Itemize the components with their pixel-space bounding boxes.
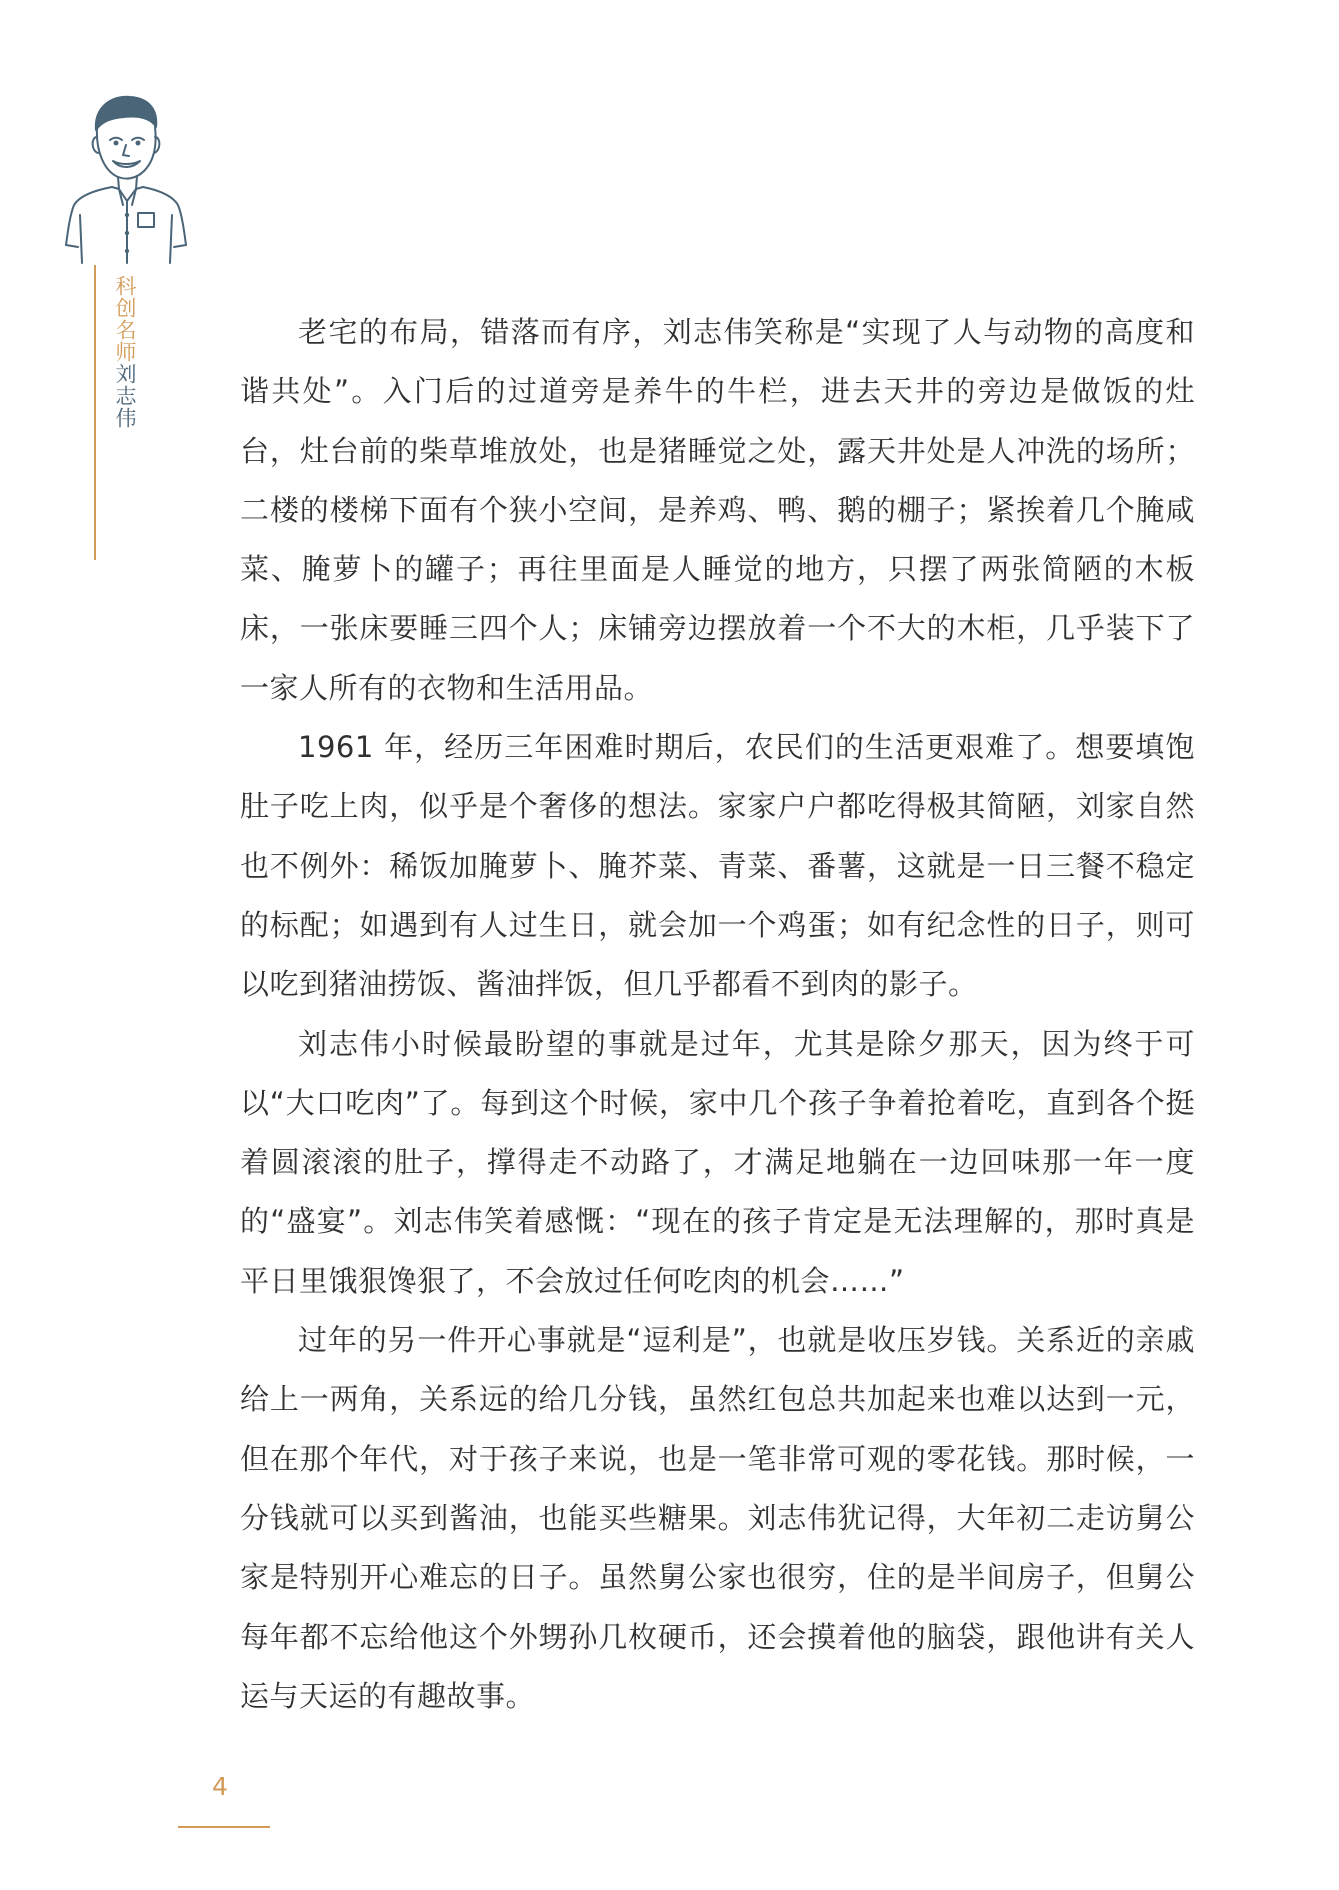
body-text	[240, 303, 1195, 1726]
page-number-rule	[178, 1826, 270, 1828]
series-title	[106, 275, 138, 429]
paragraph: 1961 年，经历三年困难时期后，农民们的生活更艰难了。想要填饱肚子吃上肉，似乎是个奢侈的想法。家家户户都吃得极其简陋，刘家自然也不例外：稀饭加腌萝卜、腌芥菜、青菜、番薯，这就是一日三餐不稳定的标配；如遇到有人过生日，就会加一个鸡蛋；如有纪念性的日子，则可以吃到猪油捞饭、酱油拌饭，但几乎都看不到肉的影子。	[240, 730, 1195, 1002]
portrait-illustration	[60, 95, 190, 265]
series-name-text: 刘志伟	[113, 363, 137, 429]
series-accent-text: 科创名师	[113, 275, 137, 363]
paragraph: 过年的另一件开心事就是“逗利是”，也就是收压岁钱。关系近的亲戚给上一两角，关系远的给几分钱，虽然红包总共加起来也难以达到一元，但在那个年代，对于孩子来说，也是一笔非常可观的零花钱。那时候，一分钱就可以买到酱油，也能买些糖果。刘志伟犹记得，大年初二走访舅公家是特别开心难忘的日子。虽然舅公家也很穷，住的是半间房子，但舅公每年都不忘给他这个外甥孙几枚硬币，还会摸着他的脑袋，跟他讲有关人运与天运的有趣故事。	[240, 1323, 1195, 1713]
margin-header	[60, 95, 200, 475]
page-number: 4	[212, 1772, 228, 1801]
margin-rule	[94, 265, 96, 560]
paragraph: 刘志伟小时候最盼望的事就是过年，尤其是除夕那天，因为终于可以“大口吃肉”了。每到这个时候，家中几个孩子争着抢着吃，直到各个挺着圆滚滚的肚子，撑得走不动路了，才满足地躺在一边回味那一年一度的“盛宴”。刘志伟笑着感慨：“现在的孩子肯定是无法理解的，那时真是平日里饿狠馋狠了，不会放过任何吃肉的机会……”	[240, 1026, 1195, 1298]
paragraph: 老宅的布局，错落而有序，刘志伟笑称是“实现了人与动物的高度和谐共处”。入门后的过道旁是养牛的牛栏，进去天井的旁边是做饭的灶台，灶台前的柴草堆放处，也是猪睡觉之处，露天井处是人冲洗的场所；二楼的楼梯下面有个狭小空间，是养鸡、鸭、鹅的棚子；紧挨着几个腌咸菜、腌萝卜的罐子；再往里面是人睡觉的地方，只摆了两张简陋的木板床，一张床要睡三四个人；床铺旁边摆放着一个不大的木柜，几乎装下了一家人所有的衣物和生活用品。	[240, 315, 1195, 705]
